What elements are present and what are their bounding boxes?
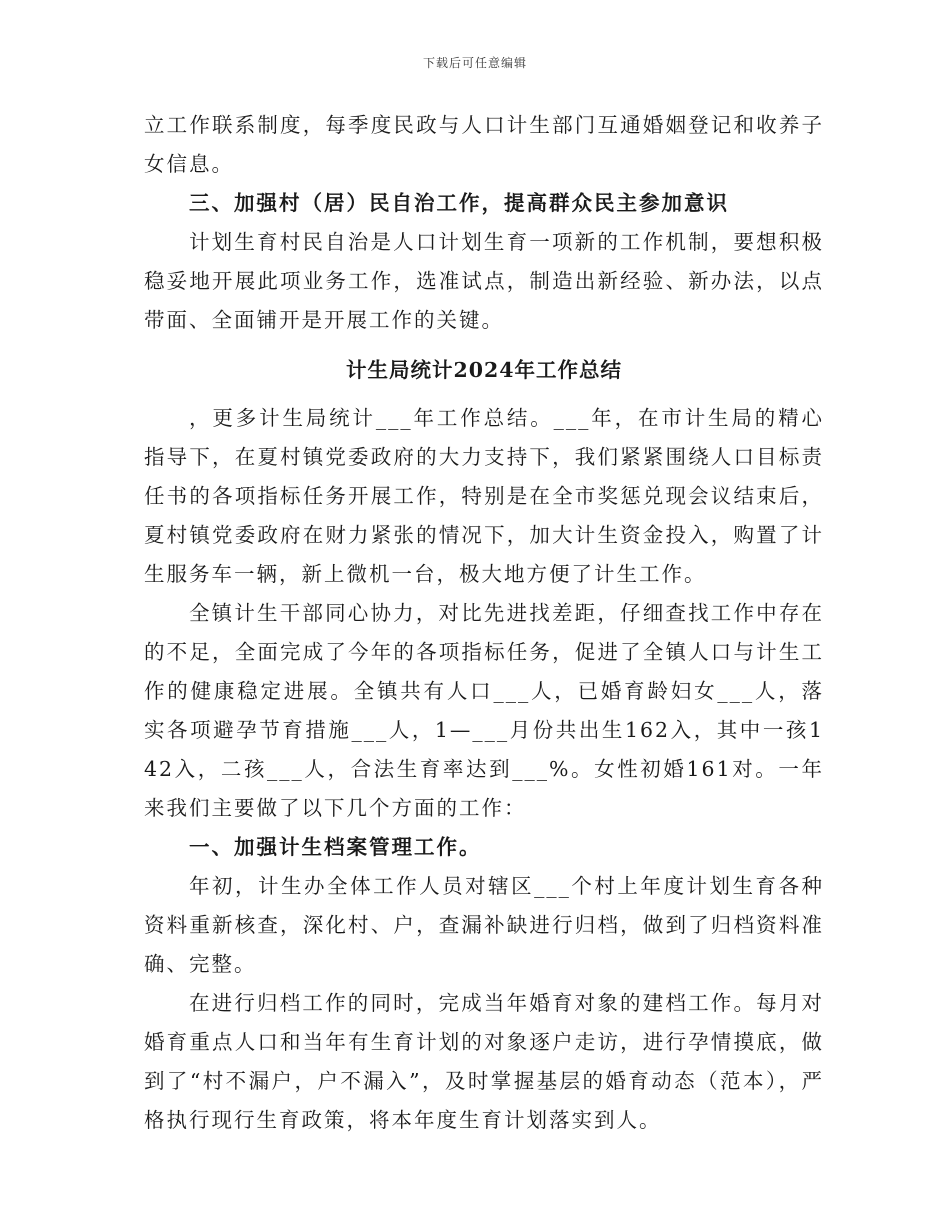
document-body bbox=[144, 106, 824, 1140]
page-header: 下载后可任意编辑 bbox=[422, 56, 527, 70]
paragraph-records: 在进行归档工作的同时，完成当年婚育对象的建档工作。每月对婚育重点人口和当年有生育计划的对象逐户走访，进行孕情摸底，做到了“村不漏户，户不漏入”，及时掌握基层的婚育动态（范本），严格执行现行生育政策，将本年度生育计划落实到人。 bbox=[144, 991, 824, 1132]
paragraph-self-governance: 计划生育村民自治是人口计划生育一项新的工作机制，要想积极稳妥地开展此项业务工作，选准试点，制造出新经验、新办法，以点带面、全面铺开是开展工作的关键。 bbox=[144, 230, 824, 332]
section-heading-1: 一、加强计生档案管理工作。 bbox=[189, 835, 482, 859]
document-title: 计生局统计2024年工作总结 bbox=[345, 358, 623, 382]
paragraph-statistics: 全镇计生干部同心协力，对比先进找差距，仔细查找工作中存在的不足，全面完成了今年的各项指标任务，促进了全镇人口与计生工作的健康稳定进展。全镇共有人口___人，已婚育龄妇女___人，落实各项避孕节育措施___人，1—___月份共出生162入，其中一孩142入，二孩___人，合法生育率达到___%。女性初婚161对。一年来我们主要做了以下几个方面的工作： bbox=[144, 601, 824, 820]
paragraph-archive-review: 年初，计生办全体工作人员对辖区___个村上年度计划生育各种资料重新核查，深化村、户，查漏补缺进行归档，做到了归档资料准确、完整。 bbox=[144, 874, 824, 976]
paragraph-continuation: 立工作联系制度，每季度民政与人口计生部门互通婚姻登记和收养子女信息。 bbox=[144, 113, 824, 176]
section-heading-3: 三、加强村（居）民自治工作，提高群众民主参加意识 bbox=[189, 191, 729, 215]
paragraph-intro: ，更多计生局统计___年工作总结。___年，在市计生局的精心指导下，在夏村镇党委政府的大力支持下，我们紧紧围绕人口目标责任书的各项指标任务开展工作，特别是在全市奖惩兑现会议结束后，夏村镇党委政府在财力紧张的情况下，加大计生资金投入，购置了计生服务车一辆，新上微机一台，极大地方便了计生工作。 bbox=[144, 406, 824, 586]
